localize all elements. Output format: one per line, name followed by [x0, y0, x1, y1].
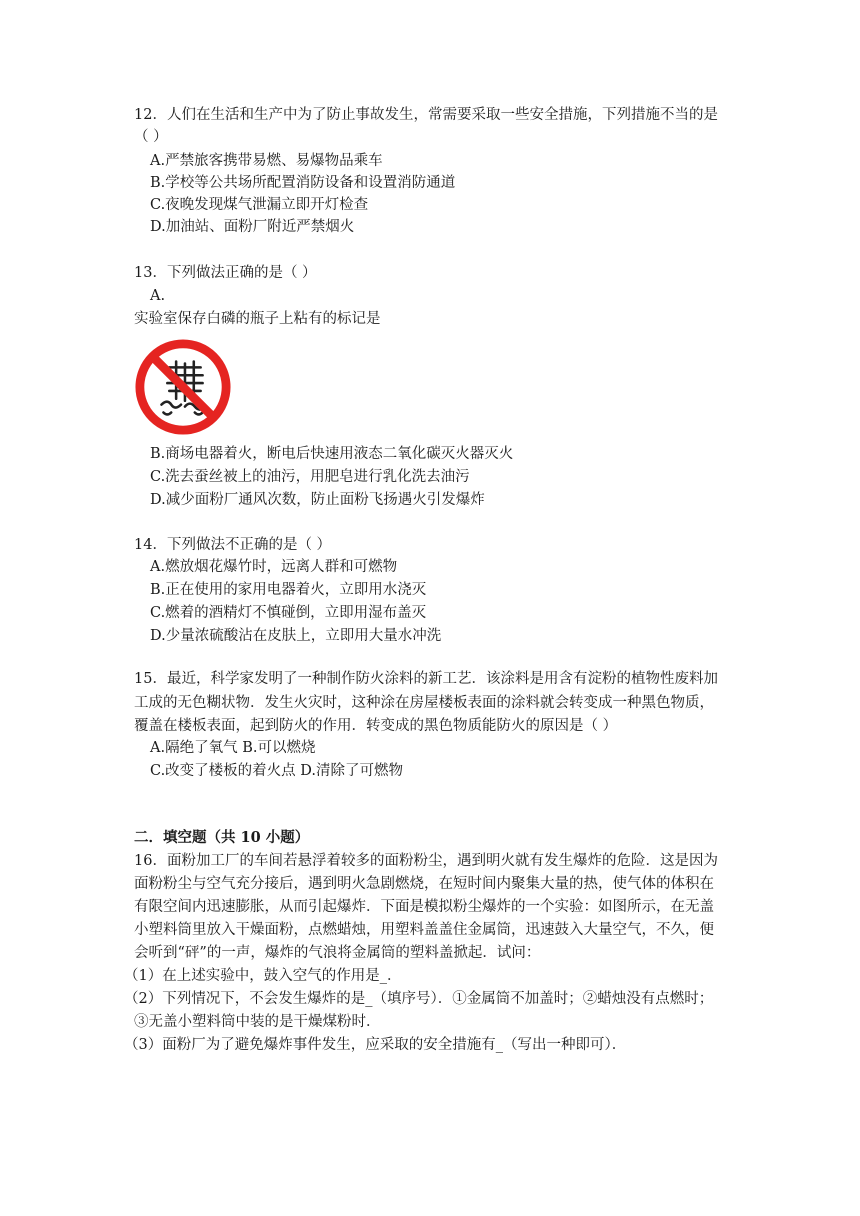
q14-stem: 14．下列做法不正确的是（ ）: [134, 537, 332, 553]
q12-option-d: D.加油站、面粉厂附近严禁烟火: [150, 219, 355, 235]
q15-stem-line1: 15．最近，科学家发明了一种制作防火涂料的新工艺．该涂料是用含有淀粉的植物性废料加: [134, 671, 718, 687]
q16-sub2: （2）下列情况下，不会发生爆炸的是_（填序号）．①金属筒不加盖时；②蜡烛没有点燃时；: [124, 991, 714, 1007]
q16-line1: 16．面粉加工厂的车间若悬浮着较多的面粉粉尘，遇到明火就有发生爆炸的危险．这是因为: [134, 853, 718, 869]
q16-sub2-cont: ③无盖小塑料筒中装的是干燥煤粉时．: [134, 1014, 381, 1030]
q12-option-b: B.学校等公共场所配置消防设备和设置消防通道: [150, 175, 456, 191]
q13-option-c: C.洗去蚕丝被上的油污，用肥皂进行乳化洗去油污: [150, 469, 470, 485]
q16-sub3: （3）面粉厂为了避免爆炸事件发生，应采取的安全措施有_（写出一种即可）．: [124, 1037, 627, 1053]
q14-option-b: B.正在使用的家用电器着火，立即用水浇灭: [150, 582, 427, 598]
q13-stem: 13．下列做法正确的是（ ）: [134, 265, 317, 281]
q12-option-a: A.严禁旅客携带易燃、易爆物品乘车: [150, 153, 383, 169]
q15-stem-line2: 工成的无色糊状物．发生火灾时，这种涂在房屋楼板表面的涂料就会转变成一种黑色物质，: [134, 695, 714, 711]
q16-sub1: （1）在上述实验中，鼓入空气的作用是_．: [124, 968, 402, 984]
section-heading: 二．填空题（共 10 小题）: [134, 829, 310, 846]
no-fireworks-sign-icon: [134, 338, 232, 436]
q16-line3: 有限空间内迅速膨胀，从而引起爆炸．下面是模拟粉尘爆炸的一个实验：如图所示，在无盖: [134, 899, 714, 915]
q16-line2: 面粉粉尘与空气充分接后，遇到明火急剧燃烧，在短时间内聚集大量的热，使气体的体积在: [134, 876, 714, 892]
q13-option-a-label: A.: [150, 288, 166, 304]
q13-option-b: B.商场电器着火，断电后快速用液态二氧化碳灭火器灭火: [150, 446, 514, 462]
q14-option-a: A.燃放烟花爆竹时，远离人群和可燃物: [150, 559, 398, 575]
q14-option-d: D.少量浓硫酸沾在皮肤上，立即用大量水冲洗: [150, 628, 442, 644]
q15-options-row2: C.改变了楼板的着火点 D.清除了可燃物: [150, 763, 404, 779]
q12-stem-line2: （ ）: [134, 129, 168, 145]
q15-stem-line3: 覆盖在楼板表面，起到防火的作用．转变成的黑色物质能防火的原因是（ ）: [134, 718, 618, 734]
q13-option-d: D.减少面粉厂通风次数，防止面粉飞扬遇火引发爆炸: [150, 492, 485, 508]
q16-line5: 会听到“砰”的一声，爆炸的气浪将金属筒的塑料盖掀起．试问：: [134, 945, 541, 961]
q15-options-row1: A.隔绝了氧气 B.可以燃烧: [150, 740, 316, 756]
q12-stem-line1: 12．人们在生活和生产中为了防止事故发生，常需要采取一些安全措施，下列措施不当的是: [134, 107, 718, 123]
q12-option-c: C.夜晚发现煤气泄漏立即开灯检查: [150, 197, 369, 213]
q13-option-a-text: 实验室保存白磷的瓶子上粘有的标记是: [134, 311, 381, 327]
q14-option-c: C.燃着的酒精灯不慎碰倒，立即用湿布盖灭: [150, 605, 427, 621]
q16-line4: 小塑料筒里放入干燥面粉，点燃蜡烛，用塑料盖盖住金属筒，迅速鼓入大量空气，不久，便: [134, 922, 714, 938]
